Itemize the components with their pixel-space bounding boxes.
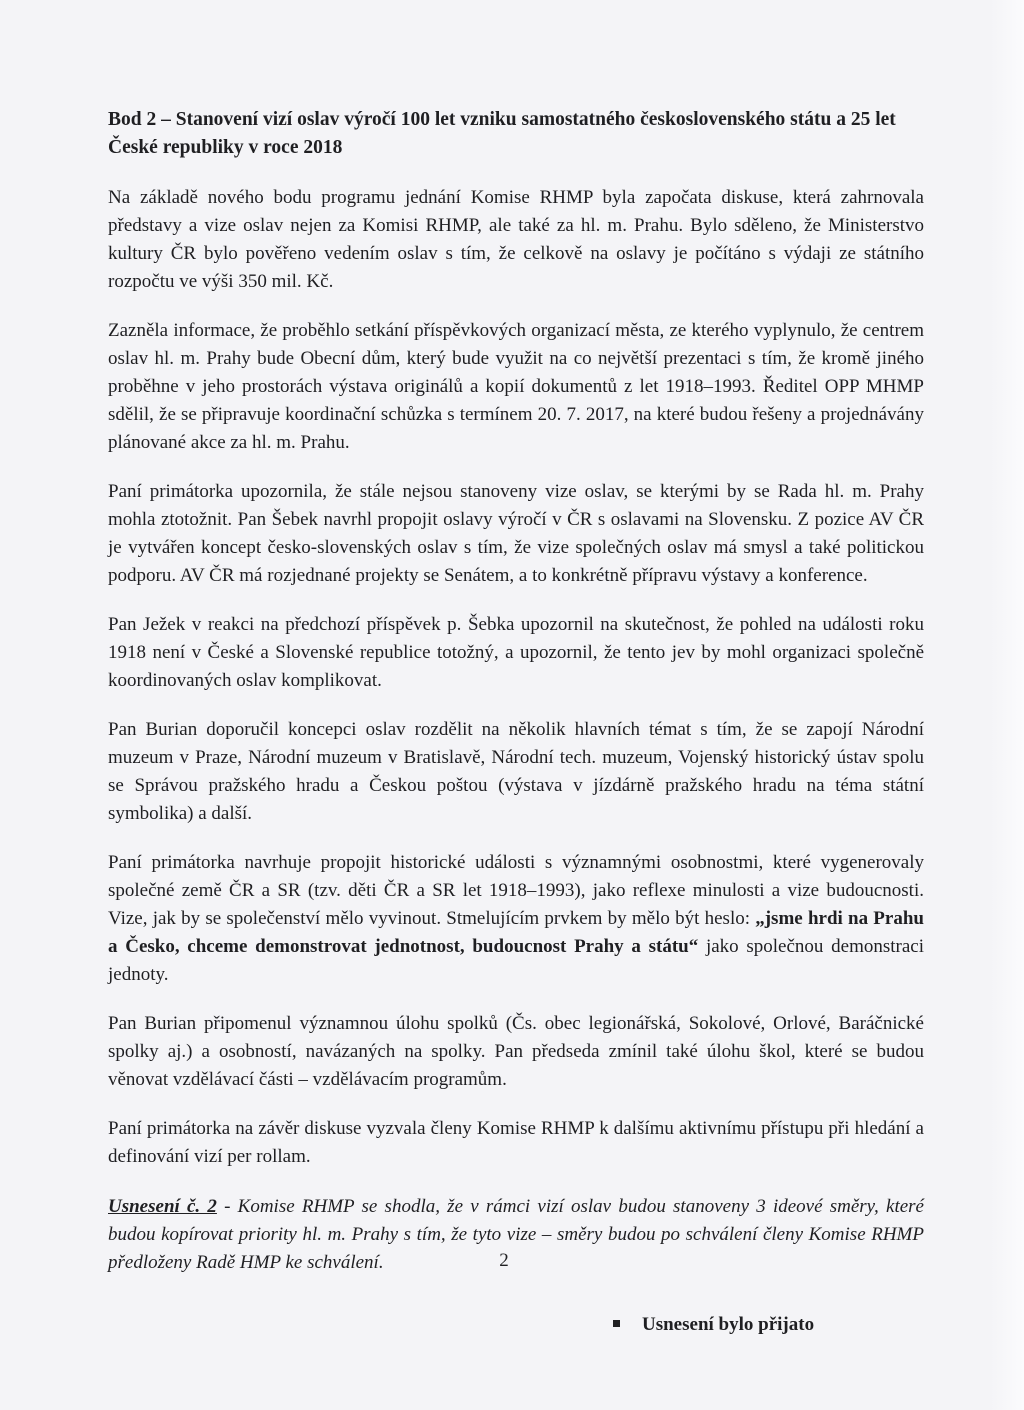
- paragraph-6-text-start: Paní primátorka navrhuje propojit historické události s významnými osobnostmi, které vygenerovaly společné země ČR a SR (tzv. děti ČR a SR let 1918–1993), jako reflexe minulosti a vize budoucnosti. Vize, jak by se společenství mělo vyvinout. Stmelujícím prvkem by mělo být heslo:: [108, 852, 924, 929]
- page-edge: [990, 0, 1024, 1410]
- paragraph-6-text-end: jako společnou demonstraci jednoty.: [108, 936, 924, 985]
- motto-quote: „jsme hrdi na Prahu a Česko, chceme demonstrovat jednotnost, budoucnost Prahy a státu“: [108, 908, 924, 957]
- paragraph-8: Paní primátorka na závěr diskuse vyzvala členy Komise RHMP k dalšímu aktivnímu přístupu při hledání a definování vizí per rollam.: [108, 1118, 924, 1167]
- paragraph-3: Paní primátorka upozornila, že stále nejsou stanoveny vize oslav, se kterými by se Rada hl. m. Prahy mohla ztotožnit. Pan Šebek navrhl propojit oslavy výročí v ČR s oslavami na Slovensku. Z pozice AV ČR je vytvářen koncept česko-slovenských oslav s tím, že vize společných oslav má smysl a také politickou podporu. AV ČR má rozjednané projekty se Senátem, a to konkrétně přípravu výstavy a konference.: [108, 481, 924, 586]
- page-number: 2: [499, 1250, 509, 1271]
- paragraph-1: Na základě nového bodu programu jednání Komise RHMP byla započata diskuse, která zahrnovala představy a vize oslav nejen za Komisi RHMP, ale také za hl. m. Prahu. Bylo sděleno, že Ministerstvo kultury ČR bylo pověřeno vedením oslav s tím, že celkově na oslavy je počítáno s výdaji ze státního rozpočtu ve výši 350 mil. Kč.: [108, 187, 924, 292]
- square-bullet-icon: [613, 1320, 620, 1327]
- paragraph-5: Pan Burian doporučil koncepci oslav rozdělit na několik hlavních témat s tím, že se zapojí Národní muzeum v Praze, Národní muzeum v Bratislavě, Národní tech. muzeum, Vojenský historický ústav spolu se Správou pražského hradu a Českou poštou (výstava v jízdárně pražského hradu na téma státní symbolika) a další.: [108, 719, 924, 824]
- resolution-label: Usnesení č. 2: [108, 1196, 217, 1217]
- resolution-text: - Komise RHMP se shodla, že v rámci vizí oslav budou stanoveny 3 ideové směry, které budou kopírovat priority hl. m. Prahy s tím, že tyto vize – směry budou po schválení členy Komise RHMP předloženy Radě HMP ke schválení.: [108, 1196, 924, 1273]
- resolution: [108, 1193, 924, 1277]
- paragraph-6: [108, 849, 924, 989]
- approval-status: [613, 1311, 924, 1339]
- document-body: [108, 106, 924, 1339]
- approval-text: Usnesení bylo přijato: [642, 1314, 815, 1335]
- paragraph-4: Pan Ježek v reakci na předchozí příspěvek p. Šebka upozornil na skutečnost, že pohled na události roku 1918 není v České a Slovenské republice totožný, a upozornil, že tento jev by mohl organizaci společně koordinovaných oslav komplikovat.: [108, 614, 924, 691]
- paragraph-2: Zazněla informace, že proběhlo setkání příspěvkových organizací města, ze kterého vyplynulo, že centrem oslav hl. m. Prahy bude Obecní dům, který bude využit na co největší prezentaci s tím, že kromě jiného proběhne v jeho prostorách výstava originálů a kopií dokumentů z let 1918–1993. Ředitel OPP MHMP sdělil, že se připravuje koordinační schůzka s termínem 20. 7. 2017, na které budou řešeny a projednávány plánované akce za hl. m. Prahu.: [108, 320, 924, 453]
- paragraph-7: Pan Burian připomenul významnou úlohu spolků (Čs. obec legionářská, Sokolové, Orlové, Baráčnické spolky aj.) a osobností, navázaných na spolky. Pan předseda zmínil také úlohu škol, které se budou věnovat vzdělávací části – vzdělávacím programům.: [108, 1013, 924, 1090]
- agenda-item-heading: Bod 2 – Stanovení vizí oslav výročí 100 let vzniku samostatného československého státu a 25 let České republiky v roce 2018: [108, 109, 896, 158]
